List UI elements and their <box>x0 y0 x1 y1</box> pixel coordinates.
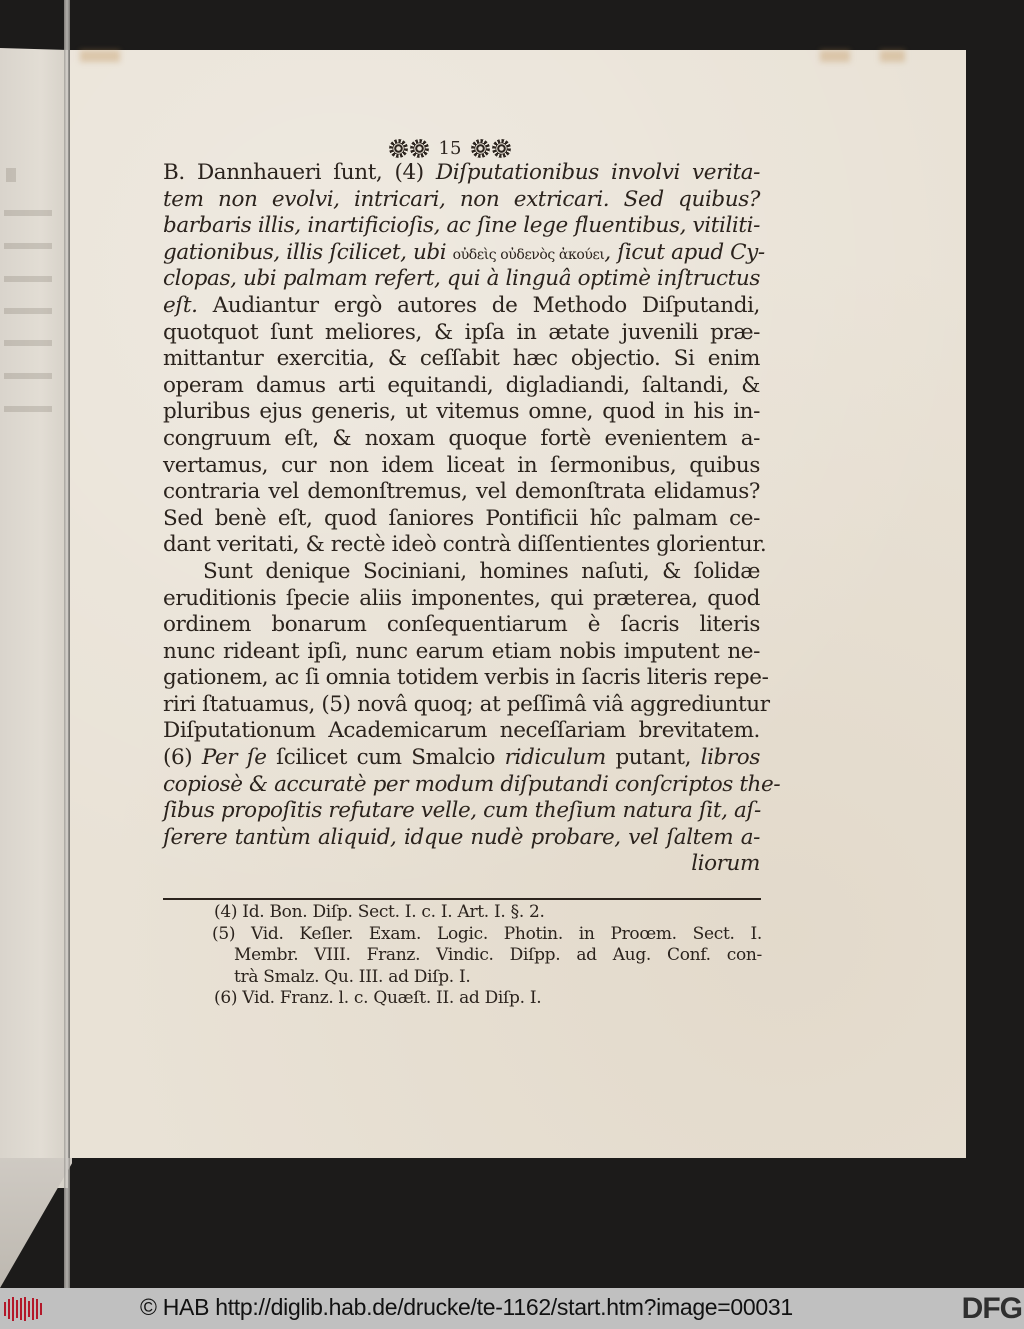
text-line: vertamus, cur non idem liceat in ſermonibus, quibus <box>163 452 760 478</box>
text-line: mittantur exercitia, & ceſſabit hæc objectio. Si enim <box>163 346 760 372</box>
text-line: eſt. Audiantur ergò autores de Methodo Diſputandi, <box>163 292 760 318</box>
text-line: riri ſtatuamus, (5) novâ quoq; at peſſimâ viâ aggrediuntur <box>163 691 770 717</box>
facing-page-corner <box>0 1158 72 1288</box>
text-line: quotquot ſunt meliores, & ipſa in ætate juvenili præ- <box>163 319 760 345</box>
page-header <box>370 135 530 161</box>
copyright-link[interactable]: © HAB http://diglib.hab.de/drucke/te-1162/start.htm?image=00031 <box>140 1294 793 1320</box>
text-line: congruum eſt, & noxam quoque fortè evenientem a- <box>163 425 760 451</box>
text-line: clopas, ubi palmam refert, qui à linguâ optimè inſtructus <box>163 266 760 292</box>
footnote-4: (4) Id. Bon. Diſp. Sect. I. c. I. Art. I. §. 2. <box>214 902 545 922</box>
hab-logo-icon <box>4 1297 42 1321</box>
floral-ornament-icon <box>389 139 429 158</box>
text-line: (6) Per ſe ſcilicet cum Smalcio ridiculum putant, libros <box>163 745 760 771</box>
footnote-5-cont: Membr. VIII. Franz. Vindic. Diſpp. ad Aug. Conf. con- <box>234 945 762 965</box>
text-line: Sunt denique Sociniani, homines naſuti, & ſolidæ <box>203 558 760 584</box>
text-line: barbaris illis, inartificioſis, ac ſine lege fluentibus, vitiliti- <box>163 213 760 239</box>
text-line: operam damus arti equitandi, digladiandi, ſaltandi, & <box>163 372 760 398</box>
text-line: dant veritati, & rectè ideò contrà diſſentientes glorientur. <box>163 532 767 558</box>
facing-page-edge <box>0 48 68 1188</box>
text-line: Diſputationum Academicarum neceſſariam brevitatem. <box>163 718 760 744</box>
greek-phrase: οὐδεὶς οὐδενὸς ἀκούει <box>452 246 605 263</box>
text-line: eruditionis ſpecie aliis imponentes, qui præterea, quod <box>163 585 760 611</box>
text-line: ordinem bonarum conſequentiarum è ſacris literis <box>163 612 760 638</box>
floral-ornament-icon <box>471 139 511 158</box>
footnote-6: (6) Vid. Franz. l. c. Quæſt. II. ad Diſp. I. <box>214 988 542 1008</box>
text-line: Sed benè eſt, quod ſaniores Pontificii hîc palmam ce- <box>163 505 760 531</box>
text-line: ſibus propoſitis refutare velle, cum theſium natura ſit, aſ- <box>163 798 761 824</box>
text-line: ſerere tantùm aliquid, idque nudè probare, vel ſaltem a- <box>163 824 760 850</box>
text-line: gationem, ac ſi omnia totidem verbis in ſacris literis repe- <box>163 665 769 691</box>
text-line: pluribus ejus generis, ut vitemus omne, quod in his in- <box>163 399 760 425</box>
text-line: copiosè & accuratè per modum diſputandi conſcriptos the- <box>163 771 781 797</box>
text-line: contraria vel demonſtremus, vel demonſtrata elidamus? <box>163 479 760 505</box>
text-line: nunc rideant ipſi, nunc earum etiam nobis imputent ne- <box>163 638 760 664</box>
footnotes <box>214 902 762 1010</box>
text-line: B. Dannhaueri ſunt, (4) Diſputationibus involvi verita- <box>163 160 761 185</box>
main-text <box>163 160 781 878</box>
footnote-rule <box>163 898 761 900</box>
footnote-5: (5) Vid. Keſler. Exam. Logic. Photin. in Proœm. Sect. I. <box>212 923 762 944</box>
footer-bar <box>0 1288 1024 1329</box>
page-number: 15 <box>438 137 462 159</box>
text-line: tem non evolvi, intricari, non extricari. Sed quibus? <box>163 186 760 212</box>
footnote-5-cont: trà Smalz. Qu. III. ad Diſp. I. <box>234 966 471 987</box>
catchword: liorum <box>691 851 760 877</box>
text-line: gationibus, illis ſcilicet, ubi οὐδεὶς οὐδενὸς ἀκούει, ſicut apud Cy- <box>163 239 765 265</box>
dfg-logo: DFG <box>961 1292 1022 1325</box>
